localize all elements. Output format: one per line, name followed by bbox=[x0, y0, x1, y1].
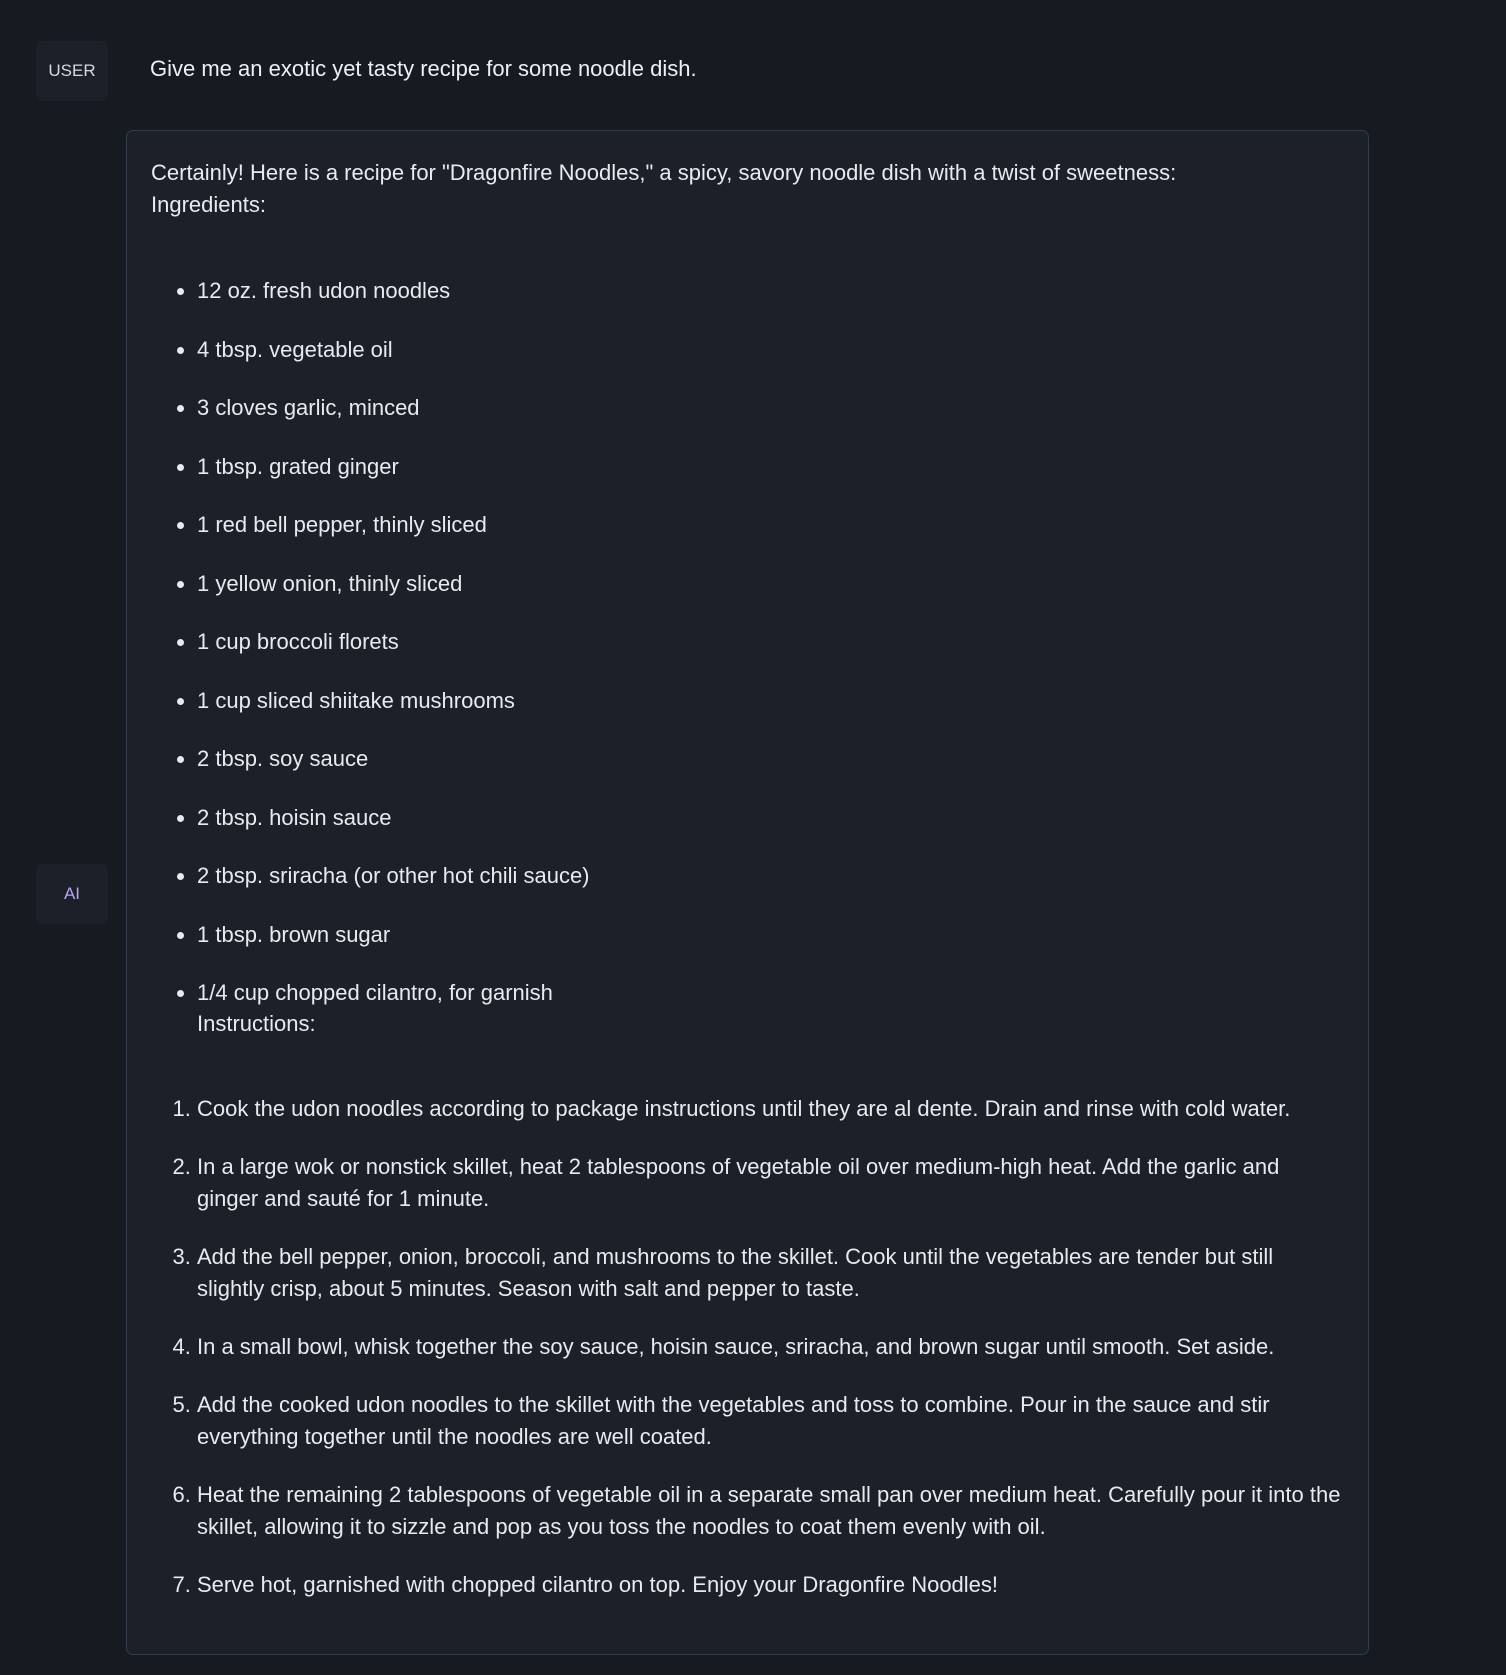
ai-message-box bbox=[126, 130, 1369, 1655]
ingredient-item: • 12 oz. fresh udon noodles bbox=[197, 275, 1344, 307]
ingredient-item: • 1 yellow onion, thinly sliced bbox=[197, 568, 1344, 600]
ai-intro-text: Certainly! Here is a recipe for "Dragonfire Noodles," a spicy, savory noodle dish with a twist of sweetness: bbox=[151, 160, 1177, 185]
ingredient-item: • 2 tbsp. sriracha (or other hot chili sauce) bbox=[197, 860, 1344, 892]
instructions-heading: Instructions: bbox=[197, 1011, 316, 1036]
ingredient-item: • 3 cloves garlic, minced bbox=[197, 392, 1344, 424]
instruction-step: 6. Heat the remaining 2 tablespoons of vegetable oil in a separate small pan over medium heat. Carefully pour it into the skillet, allowing it to sizzle and pop as you toss the noodles to coat them evenly with oil. bbox=[197, 1479, 1344, 1543]
user-role-label: USER bbox=[48, 61, 96, 80]
ai-role-badge bbox=[36, 864, 108, 924]
ingredient-item-text: • 1/4 cup chopped cilantro, for garnish bbox=[197, 980, 553, 1005]
ingredient-item: • 1 cup sliced shiitake mushrooms bbox=[197, 685, 1344, 717]
ingredient-item: • 4 tbsp. vegetable oil bbox=[197, 334, 1344, 366]
ingredient-item: • 1 cup broccoli florets bbox=[197, 626, 1344, 658]
instruction-step: 2. In a large wok or nonstick skillet, heat 2 tablespoons of vegetable oil over medium-high heat. Add the garlic and ginger and sauté for 1 minute. bbox=[197, 1151, 1344, 1215]
ingredients-list bbox=[151, 275, 1344, 1039]
ingredients-heading: Ingredients: bbox=[151, 192, 266, 217]
instruction-step: 1. Cook the udon noodles according to package instructions until they are al dente. Drain and rinse with cold water. bbox=[197, 1093, 1344, 1125]
instruction-step: 3. Add the bell pepper, onion, broccoli, and mushrooms to the skillet. Cook until the vegetables are tender but still slightly crisp, about 5 minutes. Season with salt and pepper to taste. bbox=[197, 1241, 1344, 1305]
user-message: Give me an exotic yet tasty recipe for some noodle dish. bbox=[150, 56, 697, 81]
ingredient-item: • 1 tbsp. brown sugar bbox=[197, 919, 1344, 951]
instructions-list bbox=[151, 1093, 1344, 1601]
instruction-step: 7. Serve hot, garnished with chopped cilantro on top. Enjoy your Dragonfire Noodles! bbox=[197, 1569, 1344, 1601]
instruction-step: 5. Add the cooked udon noodles to the skillet with the vegetables and toss to combine. Pour in the sauce and stir everything together until the noodles are well coated. bbox=[197, 1389, 1344, 1453]
ingredient-item: • 2 tbsp. soy sauce bbox=[197, 743, 1344, 775]
ingredient-item: • 1 tbsp. grated ginger bbox=[197, 451, 1344, 483]
ai-role-label: AI bbox=[63, 884, 81, 903]
ingredient-item: • 2 tbsp. hoisin sauce bbox=[197, 802, 1344, 834]
ingredient-item-last bbox=[197, 977, 1344, 1039]
ingredient-item: • 1 red bell pepper, thinly sliced bbox=[197, 509, 1344, 541]
user-role-badge bbox=[36, 41, 108, 101]
instruction-step: 4. In a small bowl, whisk together the soy sauce, hoisin sauce, sriracha, and brown sugar until smooth. Set aside. bbox=[197, 1331, 1344, 1363]
